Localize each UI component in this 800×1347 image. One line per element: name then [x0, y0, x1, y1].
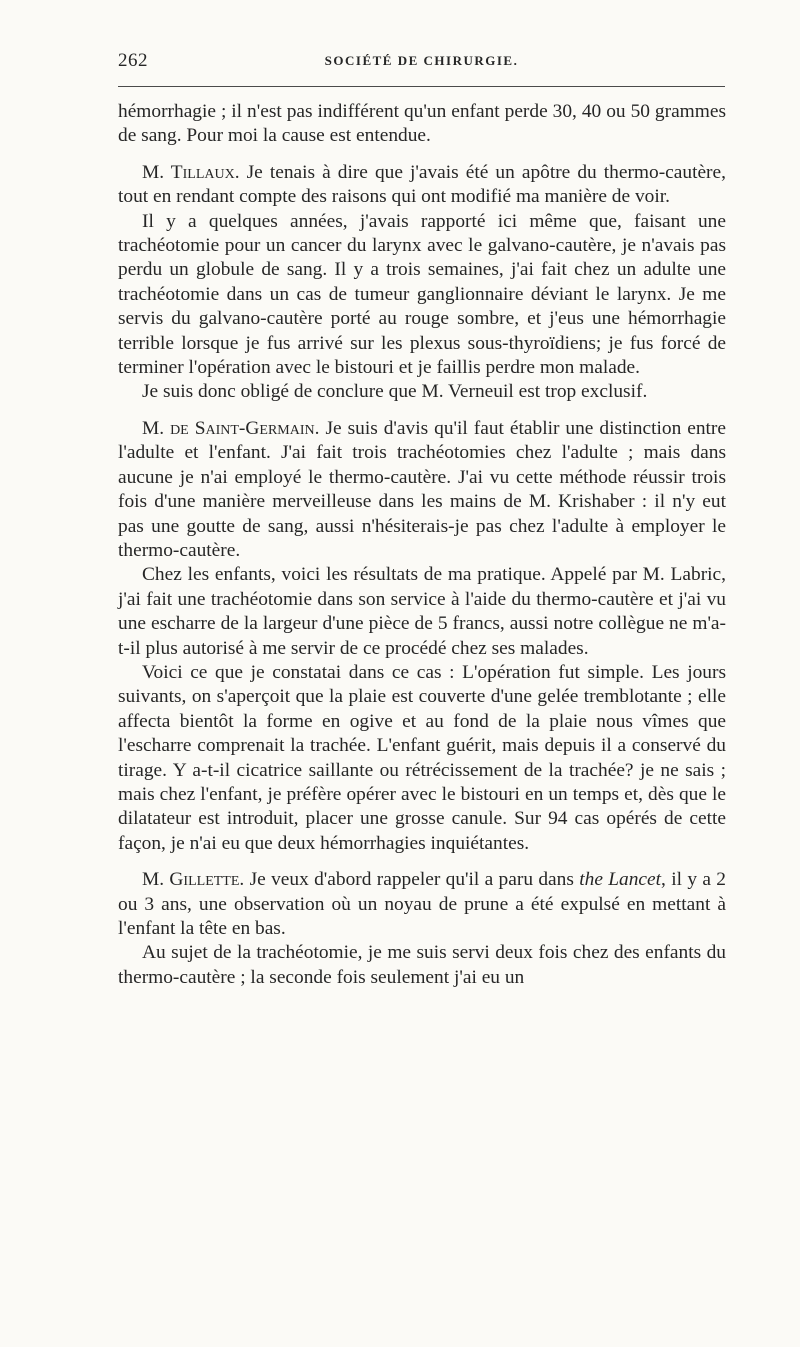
paragraph: Il y a quelques années, j'avais rapporté ici même que, faisant une trachéotomie pour un cancer du larynx avec le galvano-cautère, je n'avais pas perdu un globule de sang. Il y a trois semaines, j'ai fait chez un adulte une trachéotomie dans un cas de tumeur ganglionnaire déviant le larynx. Je me servis du galvano-cautère porté au rouge sombre, et j'eus une hémorrhagie terrible lorsque je fus arrivé sur les plexus sous-thyroïdiens; je fus forcé de terminer l'opération avec le bistouri et je faillis perdre mon malade.	[118, 210, 726, 379]
paragraph: M. Gillette. Je veux d'abord rappeler qu'il a paru dans the Lancet, il y a 2 ou 3 ans, une observation où un noyau de prune a été expulsé en mettant à l'enfant la tête en bas.	[118, 869, 727, 939]
page-header	[118, 50, 725, 76]
speaker-name: M. de Saint-Germain.	[142, 417, 320, 439]
paragraph: Voici ce que je constatai dans ce cas : L'opération fut simple. Les jours suivants, on s'aperçoit que la plaie est couverte d'une gelée tremblotante ; elle affecta bientôt la forme en ogive et au fond de la plaie nous vîmes que l'escharre comprenait la trachée. L'enfant guérit, mais depuis il a conservé du tirage. Y a-t-il cicatrice saillante ou rétrécissement de la trachée? je ne sais ; mais chez l'enfant, je préfère opérer avec le bistouri en un temps et, dès que le dilatateur est introduit, placer une grosse canule. Sur 94 cas opérés de cette façon, je n'ai eu que deux hémorrhagies inquiétantes.	[118, 661, 726, 854]
speaker-name: M. Tillaux.	[142, 161, 240, 183]
page-number: 262	[118, 50, 148, 71]
paragraph: M. Tillaux. Je tenais à dire que j'avais été un apôtre du thermo-cautère, tout en rendant compte des raisons qui ont modifié ma manière de voir.	[118, 161, 726, 208]
paragraph: hémorrhagie ; il n'est pas indifférent qu'un enfant perde 30, 40 ou 50 grammes de sang. Pour moi la cause est entendue.	[118, 101, 726, 147]
journal-title: the Lancet	[579, 869, 662, 891]
running-title: SOCIÉTÉ DE CHIRURGIE.	[324, 53, 519, 68]
paragraph: Je suis donc obligé de conclure que M. Verneuil est trop exclusif.	[142, 381, 648, 403]
paragraph: Chez les enfants, voici les résultats de ma pratique. Appelé par M. Labric, j'ai fait une trachéotomie dans son service à l'aide du thermo-cautère et j'ai vu une escharre de la largeur d'une pièce de 5 francs, aussi notre collègue ne m'a-t-il plus autorisé à me servir de ce procédé chez ses malades.	[118, 564, 726, 659]
speaker-name: M. Gillette.	[142, 869, 245, 891]
paragraph: Au sujet de la trachéotomie, je me suis servi deux fois chez des enfants du thermo-cautère ; la seconde fois seulement j'ai eu un	[118, 942, 726, 988]
header-rule	[118, 86, 725, 87]
paragraph: M. de Saint-Germain. Je suis d'avis qu'il faut établir une distinction entre l'adulte et l'enfant. J'ai fait trois trachéotomies chez l'adulte ; mais dans aucune je n'ai employé le thermo-cautère. J'ai vu cette méthode réussir trois fois d'une manière merveilleuse dans les mains de M. Krishaber : il n'y eut pas une goutte de sang, aussi n'hésiterais-je pas chez l'adulte à employer le thermo-cautère.	[118, 417, 726, 561]
body-text	[118, 100, 726, 990]
